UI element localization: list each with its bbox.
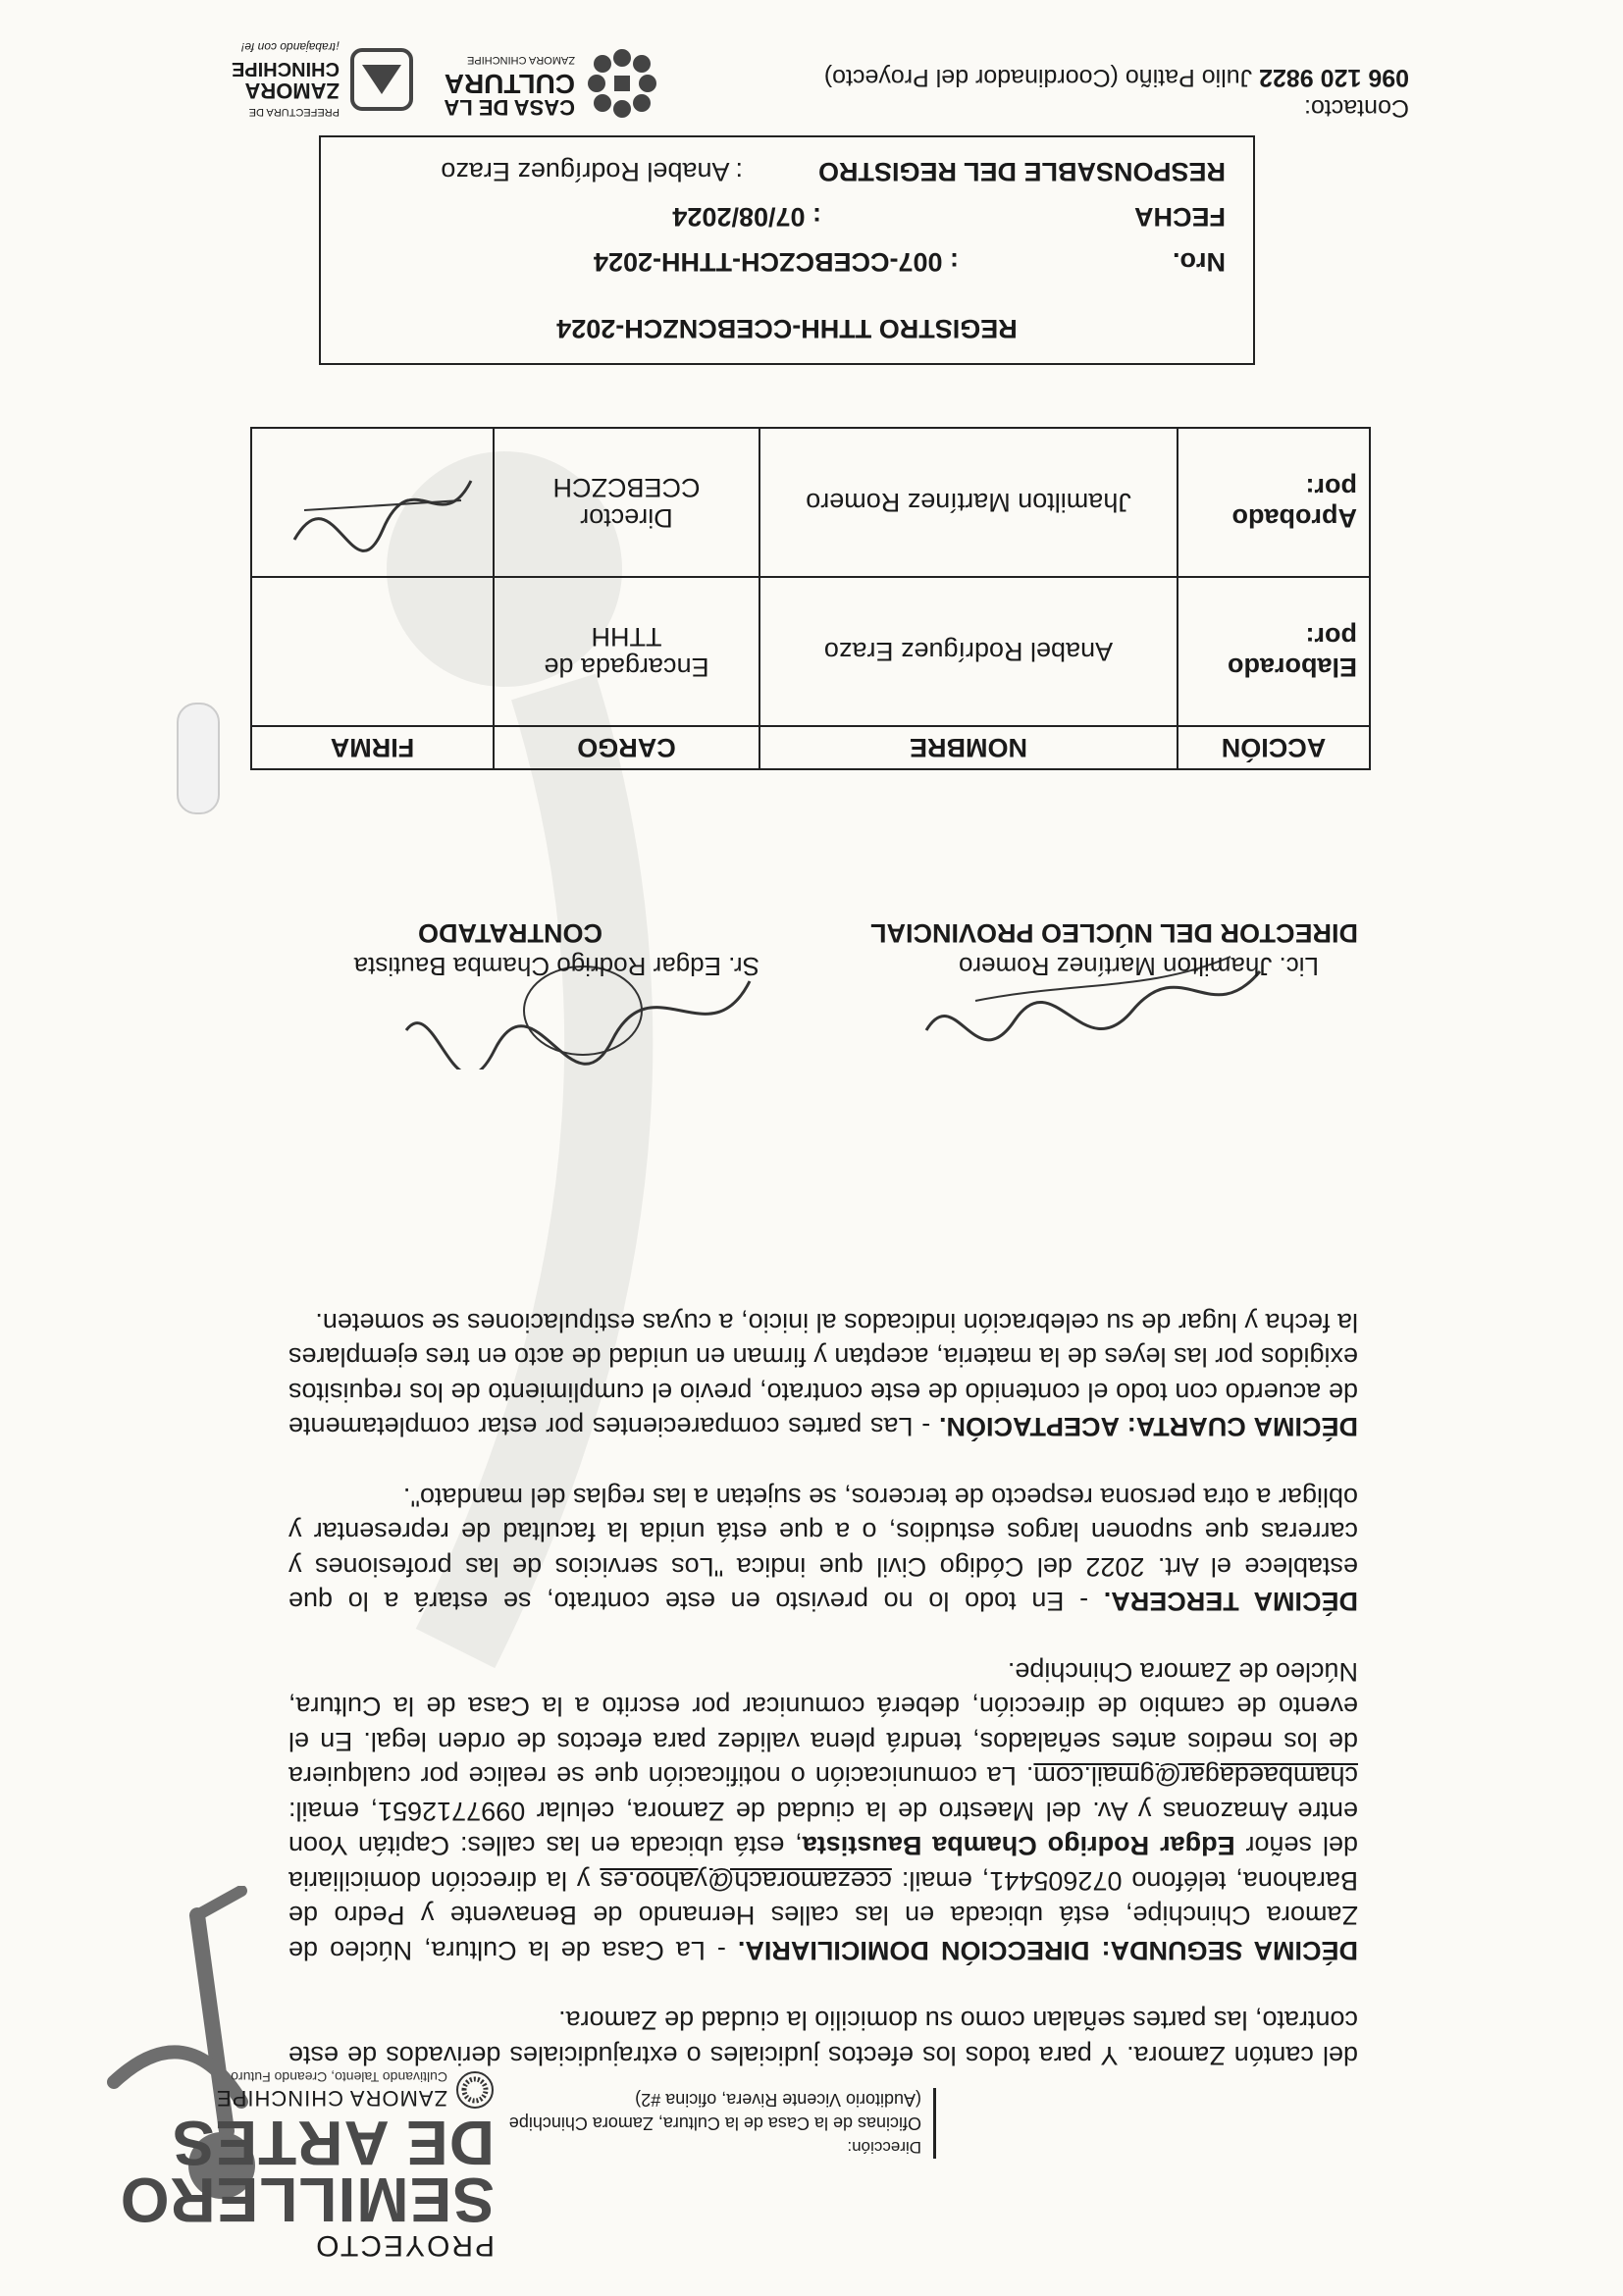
registro-nro-value: : 007-CCEBCZCH-TTHH-2024 xyxy=(593,247,959,277)
registro-box xyxy=(319,135,1255,365)
clause-title: DÉCIMA SEGUNDA: DIRECCIÓN DOMICILIARIA. xyxy=(737,1936,1358,1965)
email-link-chambaedagar[interactable]: chambaedagar@gmail.com xyxy=(1033,1761,1358,1792)
contact-line xyxy=(824,62,1409,92)
casa-line1: CASA DE LA xyxy=(444,95,575,120)
logo-subtitle: ZAMORA CHINCHIPE xyxy=(215,2086,447,2111)
intro-paragraph: del cantón Zamora. Y para todos los efectos judiciales o extrajudiciales derivados de este contrato, las partes señalan como su domicilio la ciudad de Zamora. xyxy=(288,2006,1358,2070)
prefectura-line2: ZAMORA xyxy=(244,78,340,103)
signature-right-role: CONTRATADO xyxy=(418,918,602,948)
registro-nro-label: Nro. xyxy=(1173,247,1226,277)
contract-body xyxy=(288,1305,1358,2073)
approval-table xyxy=(250,427,1371,770)
casa-line2: CULTURA xyxy=(444,69,575,99)
registro-fecha-value: : 07/08/2024 xyxy=(672,202,821,232)
direccion-label: Dirección: xyxy=(847,2138,921,2157)
header-cargo: CARGO xyxy=(494,726,759,769)
signature-block xyxy=(259,903,1358,1050)
contratado-name: Edgar Rodrigo Chamba Baustista xyxy=(802,1831,1235,1861)
signature-scribble-table xyxy=(285,452,481,560)
logo-proyecto-text: PROYECTO xyxy=(314,2229,495,2262)
cell-cargo: Director CCEBCZCH xyxy=(494,428,759,577)
casa-cultura-emblem-icon xyxy=(583,44,661,123)
header-accion: ACCIÓN xyxy=(1178,726,1370,769)
registro-responsable-label: RESPONSABLE DEL REGISTRO xyxy=(817,157,1226,186)
cell-firma xyxy=(251,577,494,726)
casa-line3: ZAMORA CHINCHIPE xyxy=(466,54,575,66)
registro-fecha-label: FECHA xyxy=(1134,202,1226,232)
direccion-block xyxy=(490,2088,936,2159)
email-link-ccezamorach[interactable]: ccezamorach@yahoo.es xyxy=(600,1866,892,1896)
signature-left-name: Lic. Jhamilton Martínez Romero xyxy=(958,952,1319,981)
prefectura-emblem-icon xyxy=(347,45,416,114)
cell-accion: Elaborado por: xyxy=(1178,577,1370,726)
signature-left-role: DIRECTOR DEL NÚCLEO PROVINCIAL xyxy=(869,918,1358,948)
theater-seal-icon xyxy=(455,2070,495,2110)
signature-right-name: Sr. Edgar Rodrigo Chamba Bautista xyxy=(353,952,759,981)
footer-logos xyxy=(230,15,661,132)
prefectura-line1: PREFECTURA DE xyxy=(248,106,340,118)
cell-firma xyxy=(251,428,494,577)
clause-decima-segunda: DÉCIMA SEGUNDA: DIRECCIÓN DOMICILIARIA. - La Casa de la Cultura, Núcleo de Zamora Chinchipe, está ubicada en las calles Hernando de Benavente y Pedro de Barahona, teléfono 072605441, email: ccezamorach@yahoo.es y la dirección domiciliaria del señor Edgar Rodrigo Chamba Baustista, está ubicada en las calles: Capitán Yoon entre Amazonas y Av. del Maestro de la ciudad de Zamora, celular 0997712651, email: chambaedagar@gmail.com. La comunicación o notificación que se realice por cualquiera de los medios antes señalados, tendrá plena validez para efectos de orden legal. En el evento de cambio de dirección, deberá comunicar por escrito a la Casa de la Cultura, Núcleo de Zamora Chinchipe. xyxy=(288,1657,1358,1965)
semillero-logo xyxy=(119,2069,495,2262)
cell-accion: Aprobado por: xyxy=(1178,428,1370,577)
casa-cultura-logo xyxy=(444,44,661,123)
table-row xyxy=(251,428,1370,577)
clause-title: DÉCIMA TERCERA. xyxy=(1103,1587,1358,1617)
prefectura-tag: ¡trabajando con fe! xyxy=(240,40,340,54)
punch-hole xyxy=(177,703,220,814)
logo-title-line2: DE ARTES xyxy=(171,2108,495,2178)
logo-tagline: Cultivando Talento, Creando Futuro xyxy=(231,2069,447,2085)
clause-title: DÉCIMA CUARTA: ACEPTACIÓN. xyxy=(939,1412,1358,1442)
cell-cargo: Encargada de TTHH xyxy=(494,577,759,726)
clause-decima-tercera: DÉCIMA TERCERA. - En todo lo no previsto en este contrato, se estará a lo que establece el Art. 2022 del Código Civil que indica "Los servicios de las profesiones y carreras que suponen largos estudios, o a que está unida la facultad de representar y obligar a otra persona respecto de terceros, se sujetan a las reglas del mandato". xyxy=(288,1483,1358,1617)
header-firma: FIRMA xyxy=(251,726,494,769)
table-header-row xyxy=(251,726,1370,769)
direccion-line1: Oficinas de la Casa de la Cultura, Zamora Chinchipe xyxy=(508,2113,921,2133)
registro-responsable-value: : Anabel Rodríguez Erazo xyxy=(441,157,743,186)
cell-nombre: Jhamilton Martínez Romero xyxy=(759,428,1178,577)
contact-block xyxy=(824,62,1409,123)
contact-label: Contacto: xyxy=(1303,94,1409,122)
cell-nombre: Anabel Rodríguez Erazo xyxy=(759,577,1178,726)
prefectura-logo xyxy=(232,36,416,123)
registro-title: REGISTRO TTHH-CCEBCNZCH-2024 xyxy=(556,314,1018,343)
contact-person: Julio Patiño (Coordinador del Proyecto) xyxy=(823,64,1260,91)
clause-decima-cuarta: DÉCIMA CUARTA: ACEPTACIÓN. - Las partes comparecientes por estar completamente de acuerdo con todo el contenido de este contrato, previo el cumplimiento de los requisitos exigidos por las leyes de la materia, aceptan y firman en unidad de acto en tres ejemplares la fecha y lugar de su celebración indicados al inicio, a cuyas estipulaciones se someten. xyxy=(288,1308,1358,1442)
table-row xyxy=(251,577,1370,726)
contact-phone: 096 120 9822 xyxy=(1259,64,1409,91)
prefectura-line3: CHINCHIPE xyxy=(231,58,340,79)
logo-title-line1: SEMILLERO xyxy=(119,2165,495,2235)
header-nombre: NOMBRE xyxy=(759,726,1178,769)
direccion-line2: (Auditorio Vicente Rivera, oficina #2) xyxy=(635,2090,921,2110)
